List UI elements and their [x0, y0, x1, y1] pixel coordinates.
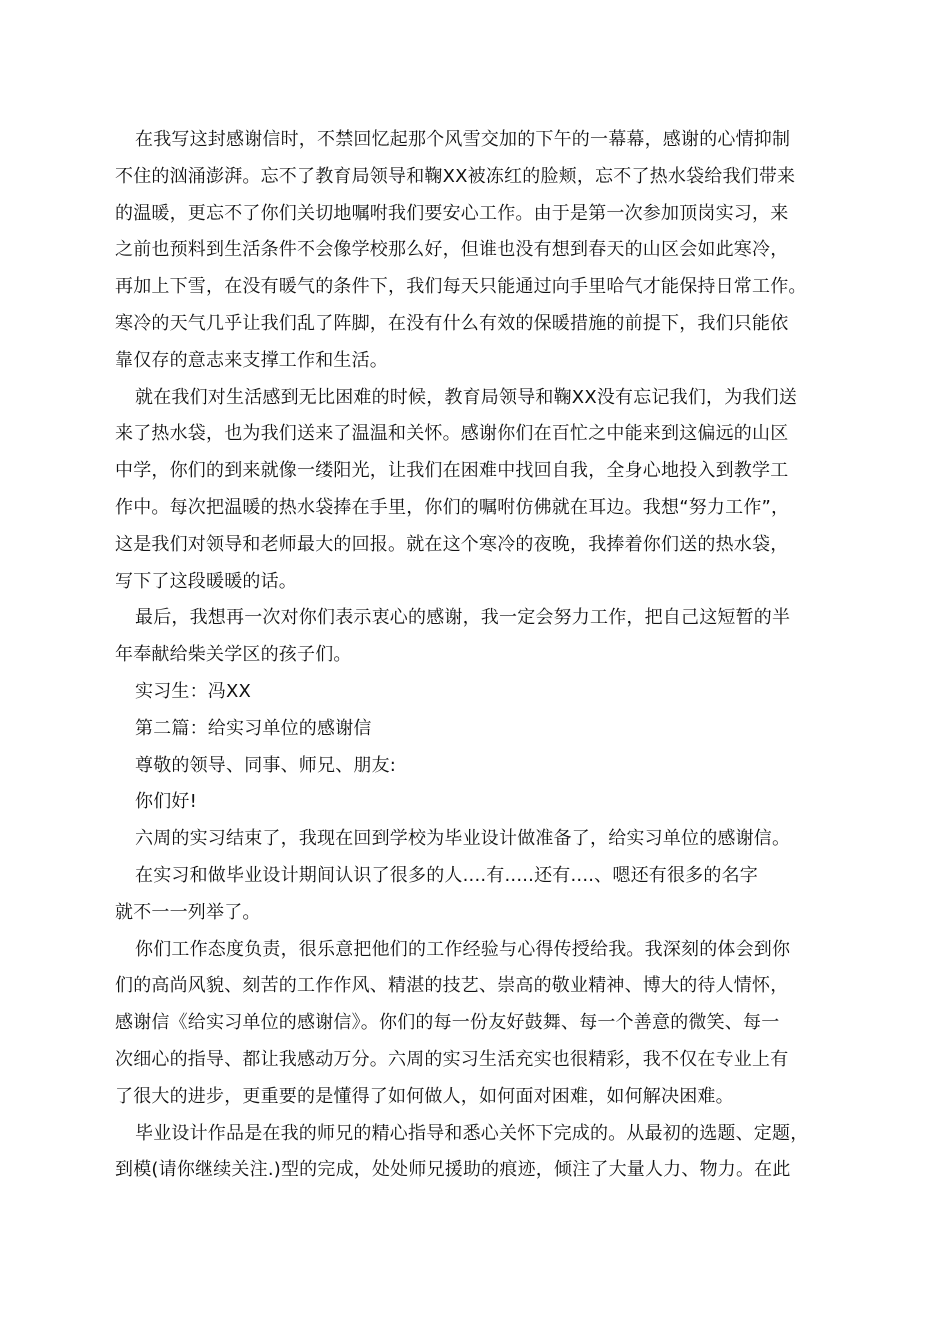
- text-line: 在实习和做毕业设计期间认识了很多的人....有.....还有....、嗯还有很多的名字: [135, 864, 758, 886]
- text-line: 中学，你们的到来就像一缕阳光，让我们在困难中找回自我，全身心地投入到教学工: [115, 460, 789, 482]
- document-body: [115, 122, 835, 1189]
- text-line: 最后，我想再一次对你们表示衷心的感谢，我一定会努力工作，把自己这短暂的半: [135, 607, 791, 629]
- text-line: 次细心的指导、都让我感动万分。六周的实习生活充实也很精彩，我不仅在专业上有: [115, 1048, 789, 1070]
- text-line: 第二篇：给实习单位的感谢信: [135, 717, 372, 739]
- text-line: 就在我们对生活感到无比困难的时候，教育局领导和鞠XX没有忘记我们，为我们送: [135, 386, 798, 408]
- text-line: 再加上下雪，在没有暖气的条件下，我们每天只能通过向手里哈气才能保持日常工作。: [115, 276, 807, 298]
- text-line: 来了热水袋，也为我们送来了温温和关怀。感谢你们在百忙之中能来到这偏远的山区: [115, 423, 789, 445]
- text-line: 的温暖，更忘不了你们关切地嘱咐我们要安心工作。由于是第一次参加顶岗实习，来: [115, 202, 789, 224]
- text-line: 这是我们对领导和老师最大的回报。就在这个寒冷的夜晚，我捧着你们送的热水袋，: [115, 533, 789, 555]
- text-line: 不住的汹涌澎湃。忘不了教育局领导和鞠XX被冻红的脸颊，忘不了热水袋给我们带来: [115, 165, 796, 187]
- text-line: 你们好!: [135, 791, 198, 813]
- text-line: 了很大的进步，更重要的是懂得了如何做人，如何面对困难，如何解决困难。: [115, 1085, 734, 1107]
- text-line: 六周的实习结束了，我现在回到学校为毕业设计做准备了，给实习单位的感谢信。: [135, 828, 791, 850]
- text-line: 到模(请你继续关注.)型的完成，处处师兄援助的痕迹，倾注了大量人力、物力。在此: [115, 1159, 791, 1181]
- text-line: 写下了这段暖暖的话。: [115, 570, 297, 592]
- text-line: 就不一一列举了。: [115, 901, 261, 923]
- text-line: 年奉献给柴关学区的孩子们。: [115, 644, 352, 666]
- text-line: 尊敬的领导、同事、师兄、朋友:: [135, 754, 397, 776]
- text-line: 实习生：冯XX: [135, 680, 252, 702]
- text-line: 你们工作态度负责，很乐意把他们的工作经验与心得传授给我。我深刻的体会到你: [135, 938, 791, 960]
- text-line: 靠仅存的意志来支撑工作和生活。: [115, 349, 388, 371]
- text-line: 之前也预料到生活条件不会像学校那么好，但谁也没有想到春天的山区会如此寒冷，: [115, 239, 789, 261]
- text-line: 感谢信《给实习单位的感谢信》。你们的每一份友好鼓舞、每一个善意的微笑、每一: [115, 1012, 780, 1034]
- text-line: 们的高尚风貌、刻苦的工作作风、精湛的技艺、崇高的敬业精神、博大的待人情怀，: [115, 975, 789, 997]
- text-line: 寒冷的天气几乎让我们乱了阵脚，在没有什么有效的保暖措施的前提下，我们只能依: [115, 312, 789, 334]
- text-line: 毕业设计作品是在我的师兄的精心指导和悉心关怀下完成的。从最初的选题、定题，: [135, 1122, 809, 1144]
- text-line: 在我写这封感谢信时，不禁回忆起那个风雪交加的下午的一幕幕，感谢的心情抑制: [135, 129, 791, 150]
- text-line: 作中。每次把温暖的热水袋捧在手里，你们的嘱咐仿佛就在耳边。我想“努力工作”，: [115, 496, 790, 518]
